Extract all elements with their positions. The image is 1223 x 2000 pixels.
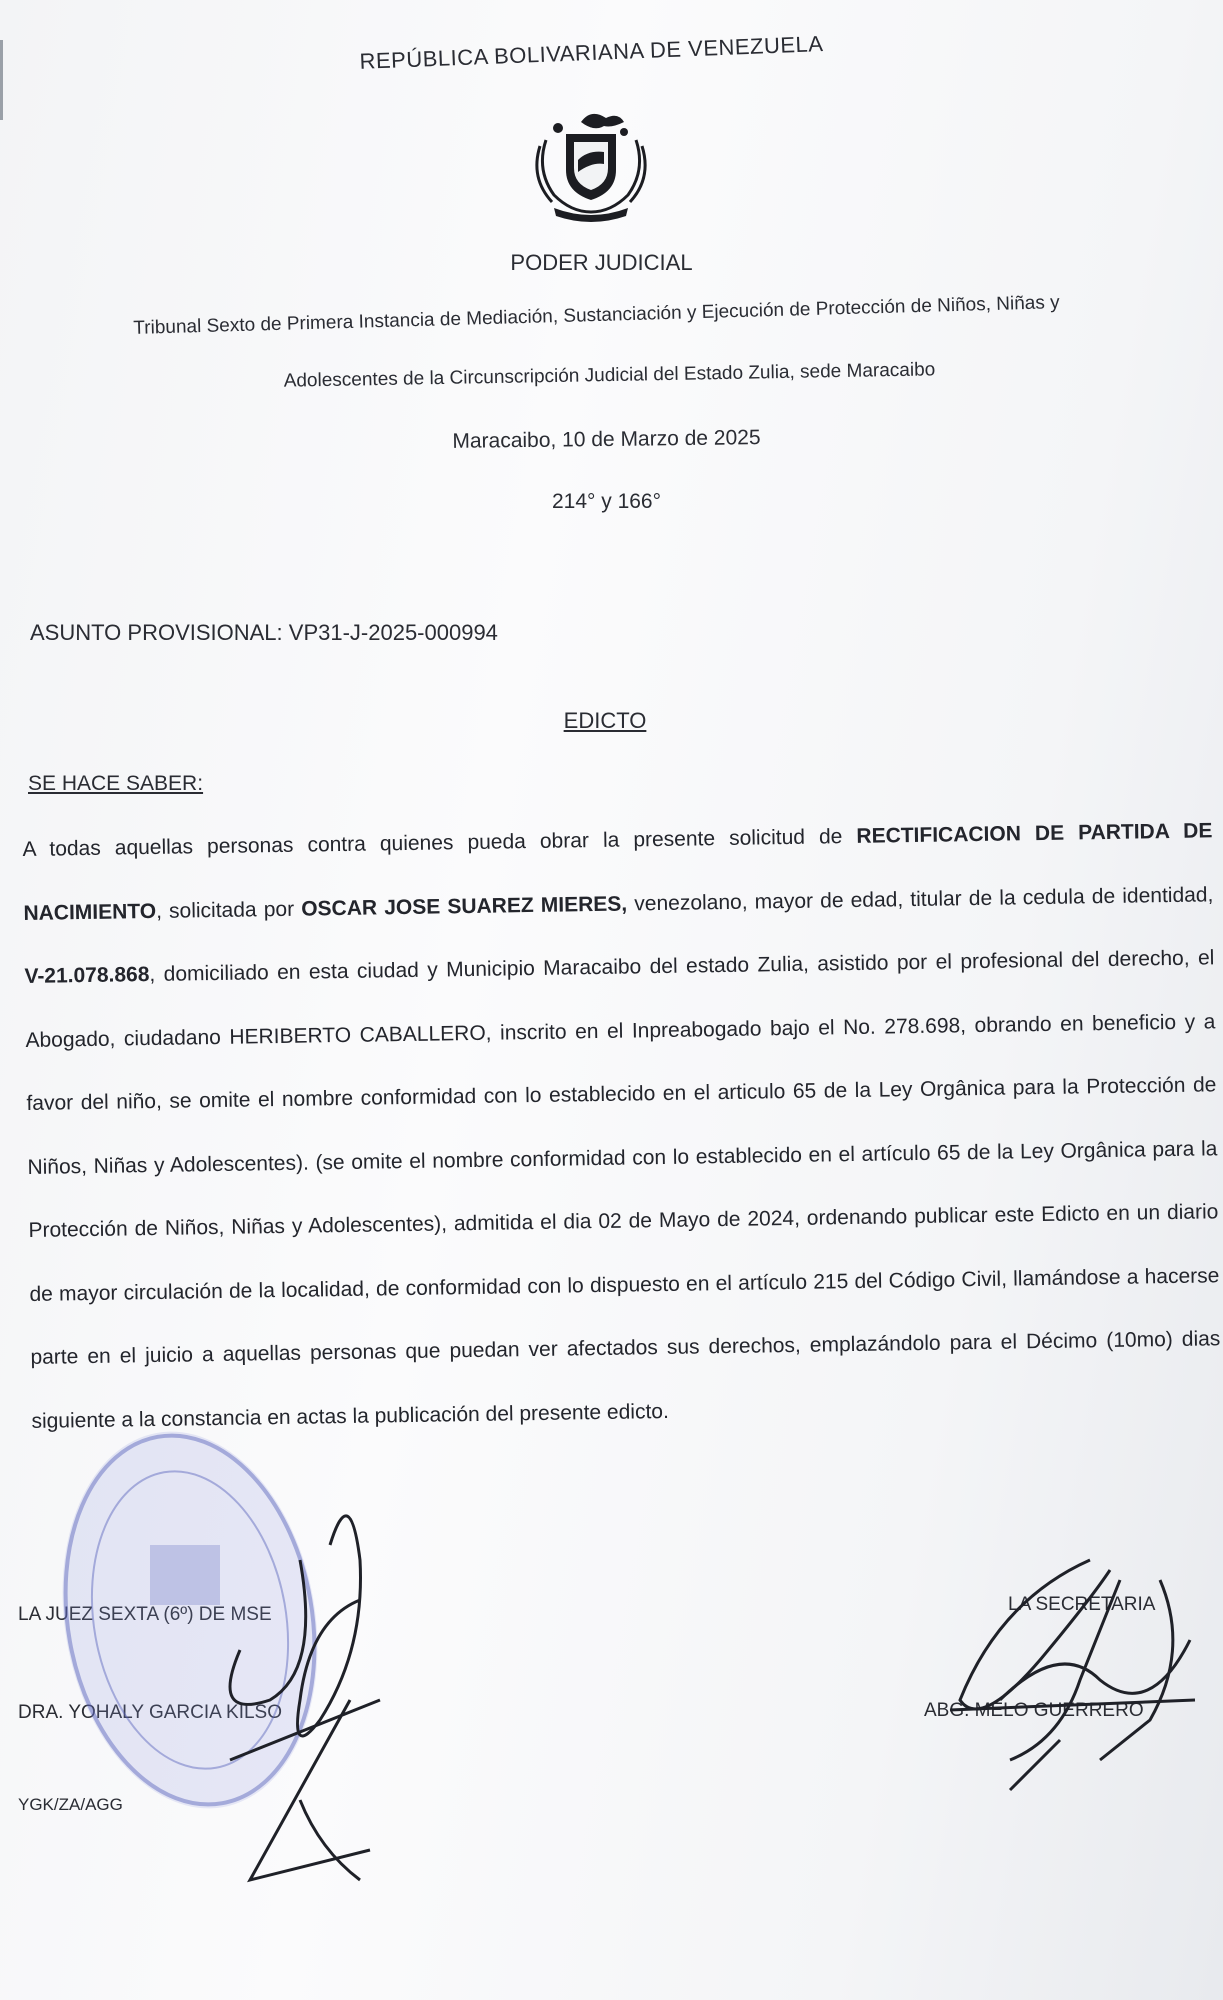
- notice-heading: SE HACE SABER:: [28, 772, 204, 795]
- edict-title-text: EDICTO: [563, 708, 647, 733]
- reference-initials: YGK/ZA/AGG: [18, 1795, 123, 1814]
- tribunal-name-line2: Adolescentes de la Circunscripción Judicial del Estado Zulia, sede Maracaibo: [283, 359, 936, 392]
- secretary-title: LA SECRETARIA: [1008, 1594, 1156, 1615]
- edict-bold-procedure: RECTIFICACION DE PARTIDA DE NACIMIENTO: [23, 819, 1213, 925]
- edict-body: [22, 799, 1222, 1453]
- tribunal-name-line1: Tribunal Sexto de Primera Instancia de Mediación, Sustanciación y Ejecución de Protección de Niños, Niñas y: [133, 292, 1060, 339]
- secretary-name: ABG. MELO GUERRERO: [924, 1700, 1144, 1721]
- venezuela-coat-of-arms-icon: [526, 100, 656, 222]
- place-date: Maracaibo, 10 de Marzo de 2025: [452, 426, 761, 453]
- edict-bold-applicant: OSCAR JOSE SUAREZ MIERES,: [301, 892, 628, 921]
- edict-title: [0, 708, 1210, 734]
- judicial-branch-heading: PODER JUDICIAL: [510, 250, 693, 275]
- edict-text-3: venezolano, mayor de edad, titular de la cedula de identidad,: [626, 882, 1214, 916]
- independence-years: 214° y 166°: [551, 490, 662, 513]
- edict-bold-id: V-21.078.868: [24, 963, 150, 988]
- edict-text-4: , domiciliado en esta ciudad y Municipio Maracaibo del estado Zulia, asistido por el profesional del derecho, el Abogado, ciudadano HERIBERTO CABALLERO, inscrito en el Inpreabogado bajo el No. 278.698, obrando en beneficio y a favor del niño, se omite el nombre conformidad con lo establecido en el articulo 65 de la Ley Orgânica para la Protección de Niños, Niñas y Adolescentes). (se omite el nombre conformidad con lo establecido en el artículo 65 de la Ley Orgânica para la Protección de Niños, Niñas y Adolescentes), admitida el dia 02 de Mayo de 2024, ordenando publicar este Edicto en un diario de mayor circulación de la localidad, de conformidad con lo dispuesto en el artículo 215 del Código Civil, llamándose a hacerse parte en el juicio a aquellas personas que puedan ver afectados sus derechos, emplazándolo para el Décimo (10mo) dias siguiente a la constancia en actas la publicación del presente edicto.: [25, 946, 1221, 1433]
- case-number: ASUNTO PROVISIONAL: VP31-J-2025-000994: [30, 620, 498, 645]
- republic-heading: REPÚBLICA BOLIVARIANA DE VENEZUELA: [359, 31, 824, 74]
- judge-title: LA JUEZ SEXTA (6º) DE MSE: [18, 1604, 272, 1625]
- edict-text-2: , solicitada por: [155, 897, 302, 923]
- judge-name: DRA. YOHALY GARCIA KILSO: [18, 1702, 282, 1723]
- edict-text-1: A todas aquellas personas contra quienes pueda obrar la presente solicitud de: [22, 824, 857, 861]
- judge-signature: [230, 1516, 380, 1880]
